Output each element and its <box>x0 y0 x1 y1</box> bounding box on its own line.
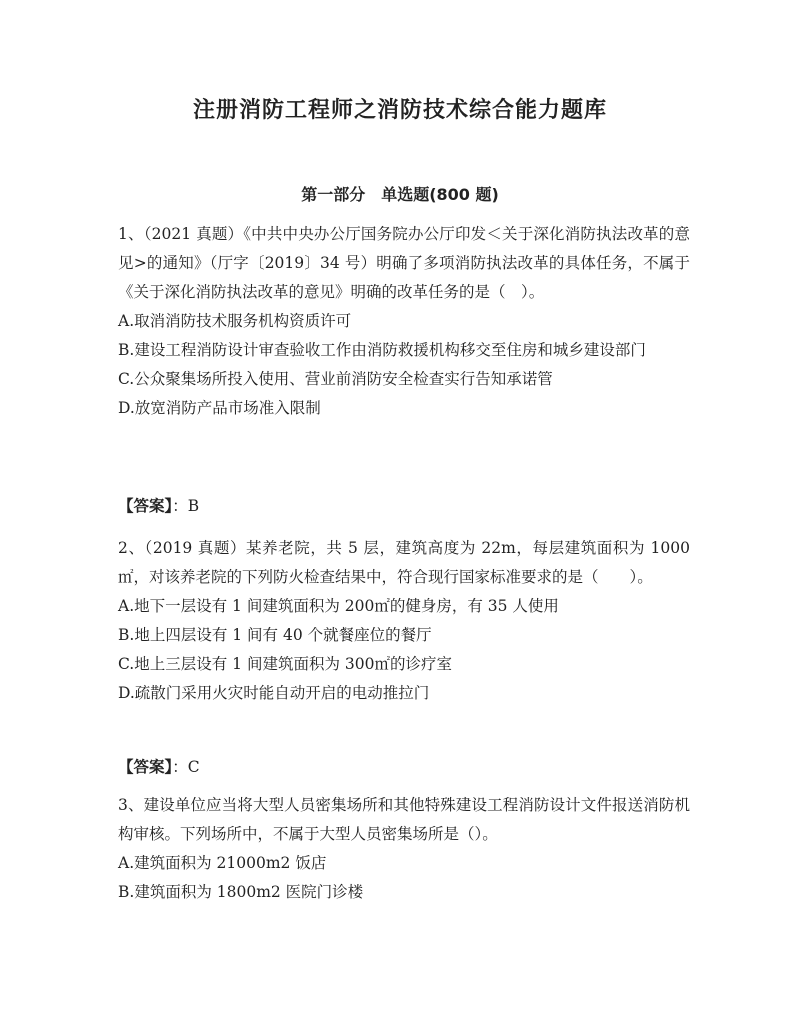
option-d: D.疏散门采用火灾时能自动开启的电动推拉门 <box>118 684 430 702</box>
question-1 <box>118 220 690 423</box>
option-c: C.地上三层设有 1 间建筑面积为 300㎡的诊疗室 <box>118 655 452 673</box>
document-title: 注册消防工程师之消防技术综合能力题库 <box>192 98 607 123</box>
question-3 <box>118 791 690 907</box>
option-a: A.建筑面积为 21000m2 饭店 <box>118 854 327 872</box>
answer-label: 【答案】 <box>118 758 173 776</box>
option-c: C.公众聚集场所投入使用、营业前消防安全检查实行告知承诺管 <box>118 370 553 388</box>
option-b: B.建筑面积为 1800m2 医院门诊楼 <box>118 883 364 901</box>
answer-1 <box>118 492 690 521</box>
option-a: A.地下一层设有 1 间建筑面积为 200㎡的健身房，有 35 人使用 <box>118 597 559 615</box>
answer-value: ：B <box>172 497 200 515</box>
question-stem: 2、（2019 真题）某养老院，共 5 层，建筑高度为 22m，每层建筑面积为 1000㎡，对该养老院的下列防火检查结果中，符合现行国家标准要求的是（ ）。 <box>118 539 690 586</box>
question-stem: 3、建设单位应当将大型人员密集场所和其他特殊建设工程消防设计文件报送消防机构审核。下列场所中，不属于大型人员密集场所是（）。 <box>118 796 690 843</box>
answer-label: 【答案】 <box>118 497 173 515</box>
question-stem: 1、（2021 真题）《中共中央办公厅国务院办公厅印发＜关于深化消防执法改革的意见>的通知》（厅字〔2019〕34 号）明确了多项消防执法改革的具体任务，不属于《关于深化消防执法改革的意见》明确的改革任务的是（ ）。 <box>118 225 690 301</box>
answer-2 <box>118 753 690 782</box>
option-b: B.地上四层设有 1 间有 40 个就餐座位的餐厅 <box>118 626 432 644</box>
answer-value: ：C <box>172 758 200 776</box>
option-a: A.取消消防技术服务机构资质许可 <box>118 312 352 330</box>
option-d: D.放宽消防产品市场准入限制 <box>118 399 321 417</box>
question-2 <box>118 534 690 708</box>
option-b: B.建设工程消防设计审查验收工作由消防救援机构移交至住房和城乡建设部门 <box>118 341 646 359</box>
section-title: 第一部分 单选题(800 题) <box>301 185 499 204</box>
